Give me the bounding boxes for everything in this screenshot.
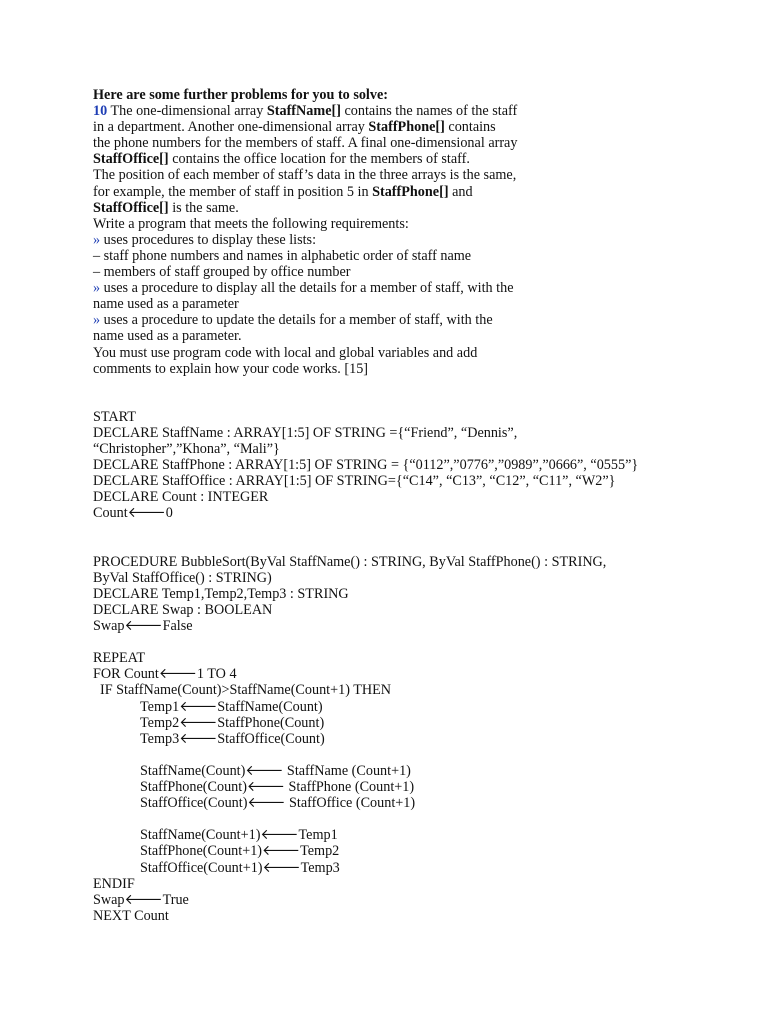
problem-text-line: in a department. Another one-dimensional array StaffPhone[] contains [93,119,496,136]
code-procedure-header [93,554,753,634]
code-line: DECLARE StaffOffice : ARRAY[1:5] OF STRING={“C14”, “C13”, “C12”, “C11”, “W2”} [93,473,616,490]
code-temp-assignments [93,699,753,747]
code-line: DECLARE Temp1,Temp2,Temp3 : STRING [93,585,349,602]
code-repeat-for [93,650,753,682]
problem-text-line: – staff phone numbers and names in alphabetic order of staff name [93,247,472,264]
code-line: DECLARE StaffPhone : ARRAY[1:5] OF STRING = {“0112”,”0776”,”0989”,”0666”, “0555”} [93,457,639,474]
code-line: Temp2🡐StaffPhone(Count) [140,714,325,731]
code-line: ENDIF [93,875,135,892]
code-line: StaffOffice(Count+1)🡐Temp3 [140,859,340,876]
problem-text-line: » uses a procedure to display all the details for a member of staff, with the [93,280,514,297]
problem-text-line: You must use program code with local and global variables and add [93,344,478,361]
code-shift-assignments [93,763,753,811]
code-declarations [93,409,753,522]
problem-text-line: the phone numbers for the members of staff. A final one-dimensional array [93,135,518,152]
problem-text-line: The position of each member of staff’s data in the three arrays is the same, [93,167,517,184]
code-restore-assignments [93,827,753,875]
code-line: Temp1🡐StaffName(Count) [140,698,323,715]
problem-text-line: – members of staff grouped by office number [93,264,351,281]
problem-text-line: name used as a parameter [93,296,239,313]
problem-text-line: » uses procedures to display these lists: [93,231,317,248]
code-line: Swap🡐False [93,618,193,635]
problem-text-line: » uses a procedure to update the details for a member of staff, with the [93,312,493,329]
code-line: PROCEDURE BubbleSort(ByVal StaffName() : STRING, ByVal StaffPhone() : STRING, [93,553,607,570]
code-line: Temp3🡐StaffOffice(Count) [140,730,325,747]
problem-text-line: StaffOffice[] is the same. [93,199,239,216]
problem-number: 10 [93,103,108,120]
problem-text-line: 10 The one-dimensional array StaffName[] contains the names of the staff [93,103,518,120]
code-line: ByVal StaffOffice() : STRING) [93,569,272,586]
code-loop-end [93,876,753,924]
problem-text-line: comments to explain how your code works. [15] [93,360,369,377]
problems-heading: Here are some further problems for you to solve: [93,87,388,103]
problem-text-line: for example, the member of staff in position 5 in StaffPhone[] and [93,183,473,200]
code-line: StaffPhone(Count+1)🡐Temp2 [140,843,340,860]
code-line: NEXT Count [93,907,169,924]
code-line: DECLARE Swap : BOOLEAN [93,602,273,618]
code-if-line: IF StaffName(Count)>StaffName(Count+1) THEN [100,682,392,699]
code-line: DECLARE Count : INTEGER [93,489,269,506]
code-line: Swap🡐True [93,891,189,908]
code-line: START [93,408,136,425]
code-line: StaffName(Count+1)🡐Temp1 [140,827,338,844]
code-line: StaffOffice(Count)🡐 StaffOffice (Count+1) [140,795,416,812]
problem-10-text [93,103,753,377]
code-line: StaffName(Count)🡐 StaffName (Count+1) [140,762,411,779]
code-line: “Christopher”,”Khona”, “Mali”} [93,441,280,458]
problem-text-line: name used as a parameter. [93,328,242,345]
problem-text-line: StaffOffice[] contains the office location for the members of staff. [93,151,470,168]
code-line: REPEAT [93,650,146,667]
code-line: DECLARE StaffName : ARRAY[1:5] OF STRING ={“Friend”, “Dennis”, [93,424,518,441]
problem-text-line: Write a program that meets the following requirements: [93,215,409,232]
code-line: Count🡐0 [93,505,173,522]
code-line: StaffPhone(Count)🡐 StaffPhone (Count+1) [140,779,415,796]
document-page [93,87,753,924]
code-line: FOR Count🡐1 TO 4 [93,666,237,683]
